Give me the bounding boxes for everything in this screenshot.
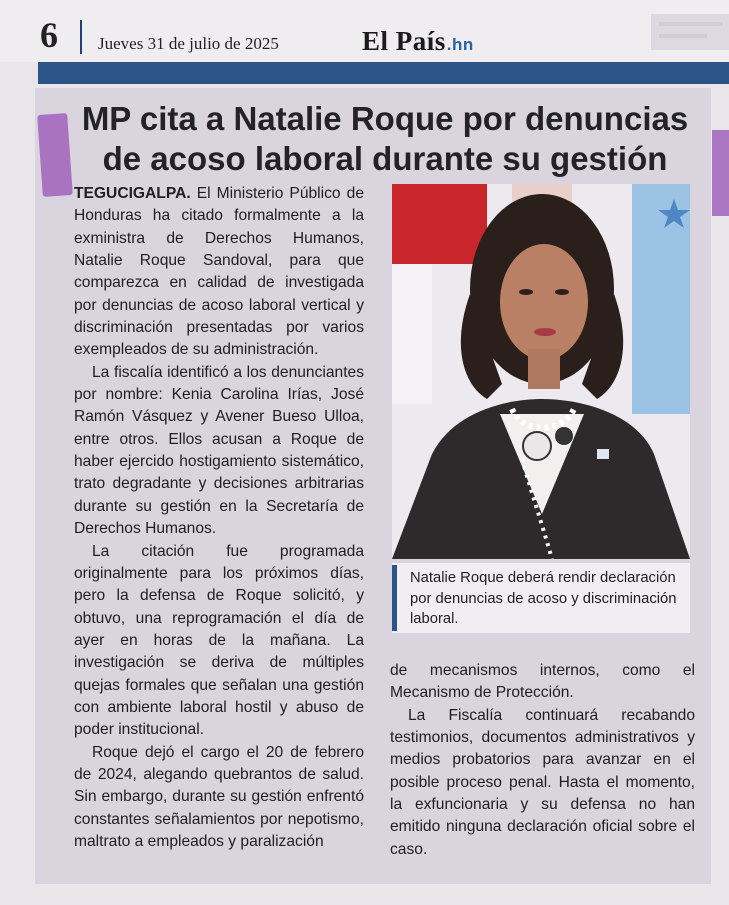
- portrait-illustration: [392, 184, 690, 559]
- logo-suffix: .hn: [446, 35, 474, 54]
- page-number: 6: [40, 15, 58, 55]
- article-column-2: [390, 660, 695, 861]
- paragraph-2: La fiscalía identificó a los denunciantes por nombre: Kenia Carolina Irías, José Ramón Vásquez y Avener Bueso Ulloa, entre otros. Ellos acusan a Roque de haber ejercido hostigamiento sistemático, trato degradante y decisiones arbitrarias durante su gestión en la Secretaría de Derechos Humanos.: [74, 363, 364, 538]
- headline-line-2: de acoso laboral durante su gestión: [102, 140, 668, 177]
- paragraph-4: Roque dejó el cargo el 20 de febrero de 2024, alegando quebrantos de salud. Sin embargo, durante su gestión enfrentó constantes señalamientos por nepotismo, maltrato a empleados y paralización: [74, 743, 364, 850]
- show-through-ghost-print: [643, 8, 729, 54]
- paragraph-1-text: El Ministerio Público de Honduras ha citado formalmente a la exministra de Derechos Humanos, Natalie Roque Sandoval, para que comparezca en calidad de investigada por denuncias de acoso laboral vertical y discriminación presentadas por varios exempleados de su administración.: [74, 185, 364, 359]
- header-color-band: [38, 62, 729, 84]
- photo-caption-box: [392, 563, 690, 633]
- issue-date: Jueves 31 de julio de 2025: [98, 34, 279, 53]
- header-separator: [80, 20, 82, 54]
- newspaper-logo: [362, 26, 474, 57]
- paragraph-1: [74, 183, 364, 362]
- photo-caption: Natalie Roque deberá rendir declaración por denuncias de acoso y discriminación laboral.: [410, 570, 677, 627]
- ghost-print-icon: [643, 8, 729, 54]
- logo-main: El País: [362, 26, 446, 56]
- caption-accent-bar: [392, 565, 397, 631]
- page-header: [0, 0, 729, 62]
- dateline-kicker: TEGUCIGALPA.: [74, 185, 191, 202]
- headline-line-1: MP cita a Natalie Roque por denuncias: [81, 100, 689, 137]
- article-photo: [392, 184, 690, 559]
- article-column-1: [74, 183, 364, 853]
- paragraph-3: La citación fue programada originalmente para los próximos días, pero la defensa de Roque solicitó, y obtuvo, una reprogramación el día de ayer en horas de la mañana. La investigación se deriva de múltiples quejas formales que señalan una gestión con ambiente laboral hostil y abuso de poder institucional.: [74, 542, 364, 739]
- paragraph-5: de mecanismos internos, como el Mecanismo de Protección.: [390, 662, 695, 702]
- headline: [40, 99, 729, 179]
- paragraph-6: La Fiscalía continuará recabando testimonios, documentos administrativos y medios probatorios para avanzar en el posible proceso penal. Hasta el momento, la exfuncionaria y su defensa no han emitido ninguna declaración oficial sobre el caso.: [390, 706, 695, 858]
